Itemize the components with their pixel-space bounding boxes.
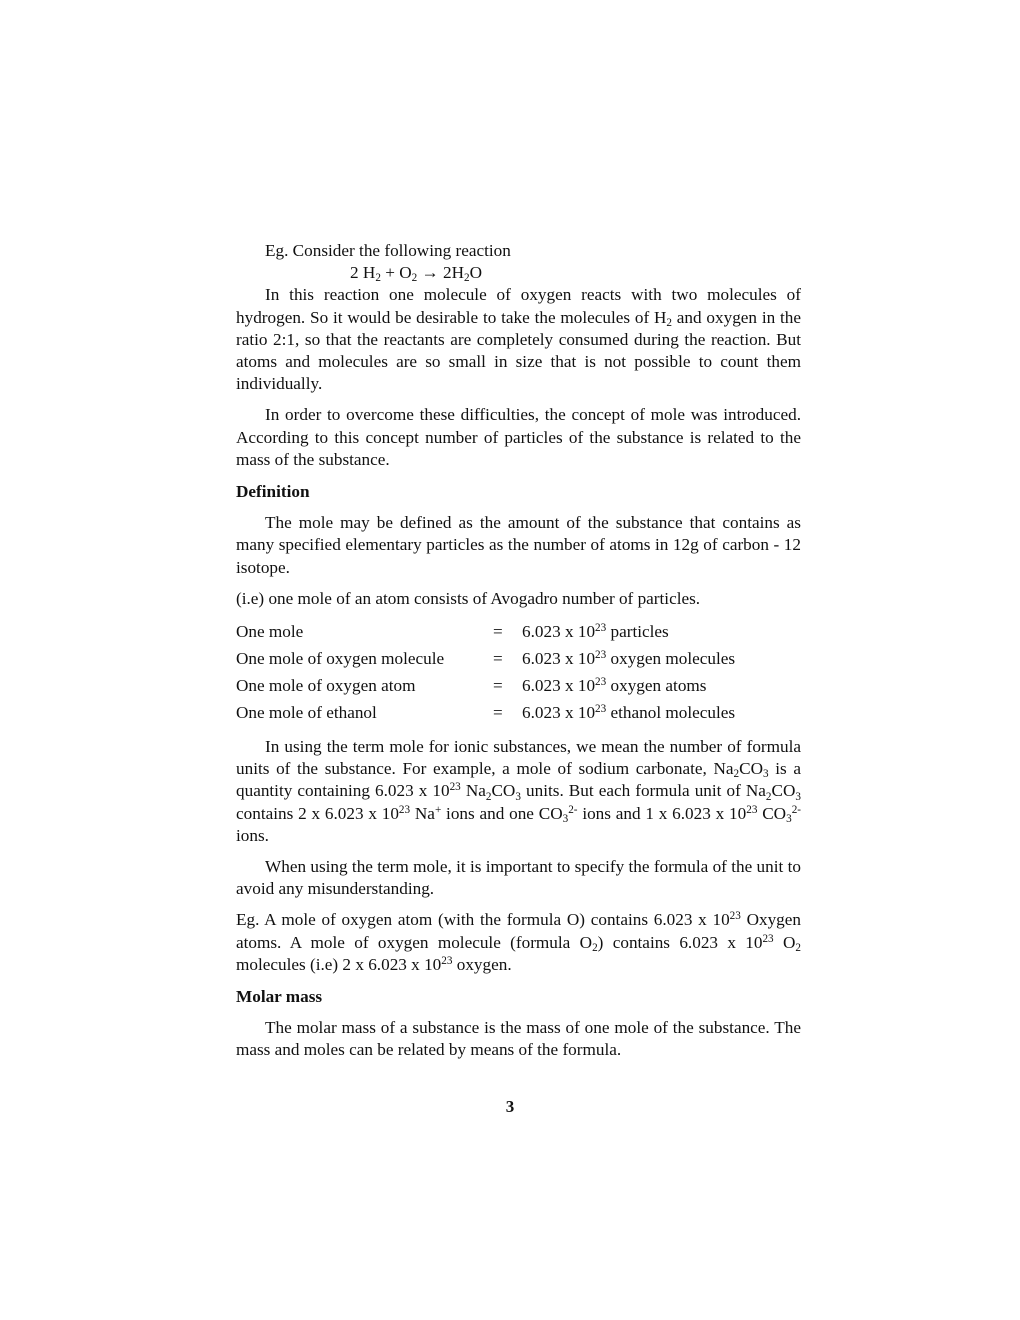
row-label: One mole of oxygen atom bbox=[236, 676, 416, 696]
equals-sign: = bbox=[493, 703, 503, 723]
row-value bbox=[522, 675, 801, 697]
mole-table-row bbox=[236, 673, 801, 700]
row-value bbox=[522, 621, 801, 643]
row-value bbox=[522, 648, 801, 670]
paragraph-overcome: In order to overcome these difficulties, the concept of mole was introduced. According to this concept number of particles of the substance is related to the mass of the substance. bbox=[236, 405, 801, 469]
mole-table-row bbox=[236, 700, 801, 727]
unit: particles bbox=[606, 622, 669, 642]
coefficient: 6.023 x 10 bbox=[522, 676, 596, 696]
paragraph-reaction: In this reaction one molecule of oxygen reacts with two molecules of hydrogen. So it would be desirable to take the molecules of $H_2$ and oxygen in the ratio 2:1, so that the reactants are completely consumed during the reaction. But atoms and molecules are so small in size that is not possible to count them individually. bbox=[236, 285, 802, 394]
row-value bbox=[522, 702, 801, 724]
row-label: One mole bbox=[236, 622, 304, 642]
paragraph-definition: The mole may be defined as the amount of the substance that contains as many specified elementary particles as the number of atoms in 12g of carbon - 12 isotope. bbox=[236, 513, 801, 577]
document-page bbox=[236, 240, 801, 1062]
paragraph-example-oxygen: Eg. A mole of oxygen atom (with the formula O) contains 6.023 x $10^{23}$ Oxygen atoms. A mole of oxygen molecule (formula $O_2$) contains 6.023 x $10^{23}$ $O_2$ molecules (i.e) 2 x 6.023 x $10^{23}$ oxygen. bbox=[236, 910, 801, 974]
mole-table bbox=[236, 619, 801, 727]
reaction-equation: 2 $H_2 + O_2 \to 2H_2O$ bbox=[350, 263, 483, 285]
exponent: 23 bbox=[595, 703, 607, 716]
coefficient: 6.023 x 10 bbox=[522, 622, 596, 642]
paragraph-molar-mass: The molar mass of a substance is the mass of one mole of the substance. The mass and moles can be related by means of the formula. bbox=[236, 1018, 801, 1060]
unit: ethanol molecules bbox=[606, 703, 736, 723]
mole-table-row bbox=[236, 619, 801, 646]
page-number: 3 bbox=[505, 1097, 515, 1116]
equals-sign: = bbox=[493, 622, 503, 642]
unit: oxygen atoms bbox=[606, 676, 707, 696]
unit: oxygen molecules bbox=[606, 649, 736, 669]
example-intro: Eg. Consider the following reaction bbox=[265, 241, 511, 260]
equals-sign: = bbox=[493, 649, 503, 669]
paragraph-ie: (i.e) one mole of an atom consists of Avogadro number of particles. bbox=[236, 588, 701, 608]
heading-definition: Definition bbox=[236, 482, 310, 502]
equals-sign: = bbox=[493, 676, 503, 696]
coefficient: 6.023 x 10 bbox=[522, 649, 596, 669]
exponent: 23 bbox=[595, 676, 607, 689]
coefficient: 6.023 x 10 bbox=[522, 703, 596, 723]
row-label: One mole of oxygen molecule bbox=[236, 649, 445, 669]
mole-table-row bbox=[236, 646, 801, 673]
paragraph-ionic: In using the term mole for ionic substances, we mean the number of formula units of the substance. For example, a mole of sodium carbonate, $Na_2CO_3$ is a quantity containing 6.023 x $10^{23}$ $Na_2CO_3$ units. But each formula unit of $Na_2CO_3$ contains 2 x 6.023 x $10^{23}$ Na+ ions and one $CO_3^{2-}$ ions and 1 x 6.023 x $10^{23}$ $CO_3^{2-}$ ions. bbox=[236, 737, 801, 845]
paragraph-specify: When using the term mole, it is important to specify the formula of the unit to avoid any misunderstanding. bbox=[236, 857, 801, 899]
exponent: 23 bbox=[595, 649, 607, 662]
row-label: One mole of ethanol bbox=[236, 703, 377, 723]
heading-molar-mass: Molar mass bbox=[236, 987, 323, 1007]
exponent: 23 bbox=[595, 622, 607, 635]
